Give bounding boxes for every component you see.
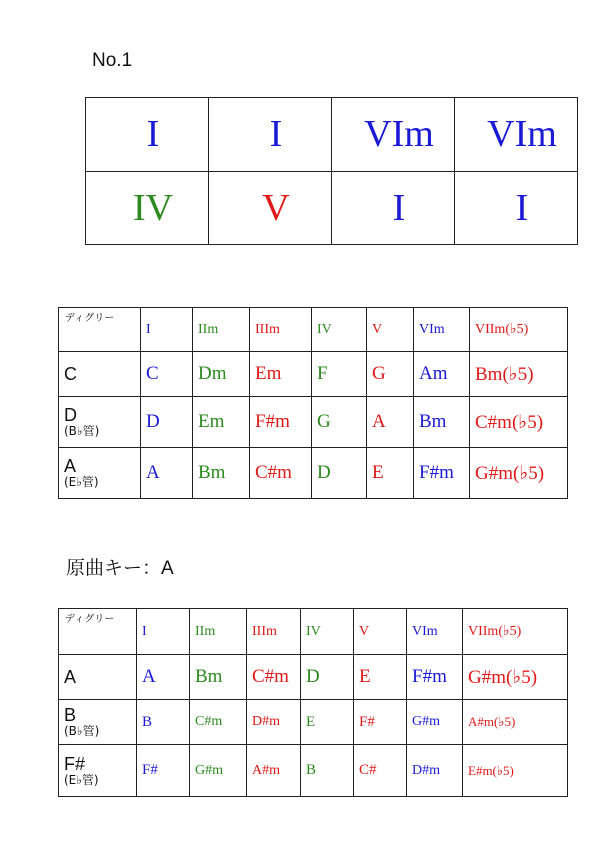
progression-cell: VIm bbox=[332, 98, 455, 172]
chord-cell: A bbox=[137, 655, 190, 700]
chord-cell: G bbox=[312, 397, 367, 448]
chord-cell: A bbox=[141, 448, 193, 499]
chord-cell: F# bbox=[354, 700, 407, 745]
chord-cell: C#m bbox=[247, 655, 301, 700]
key-name: F# bbox=[64, 753, 86, 774]
chord-cell: G#m(♭5) bbox=[470, 448, 568, 499]
degree-header: ディグリー bbox=[59, 308, 141, 352]
chord-table-key-c bbox=[58, 307, 568, 499]
progression-cell: I bbox=[455, 171, 578, 245]
chord-cell: A#m bbox=[247, 745, 301, 797]
chord-cell: G#m(♭5) bbox=[463, 655, 568, 700]
chord-cell: G#m bbox=[190, 745, 247, 797]
table-row bbox=[59, 397, 568, 448]
chord-cell: Dm bbox=[193, 352, 250, 397]
chord-cell: F bbox=[312, 352, 367, 397]
progression-cell: VIm bbox=[455, 98, 578, 172]
key-name: A bbox=[64, 666, 77, 687]
chord-cell: Bm bbox=[190, 655, 247, 700]
table-header-row bbox=[59, 609, 568, 655]
original-key-label: 原曲キー：A bbox=[66, 558, 174, 579]
key-name: C bbox=[64, 363, 77, 384]
chord-cell: Bm bbox=[193, 448, 250, 499]
chord-cell: D#m bbox=[407, 745, 463, 797]
progression-cell: I bbox=[86, 98, 209, 172]
table-row bbox=[59, 352, 568, 397]
key-cell bbox=[59, 655, 137, 700]
table-header-row bbox=[59, 308, 568, 352]
degree-header: I bbox=[137, 609, 190, 655]
chord-cell: D bbox=[301, 655, 354, 700]
chord-table-key-a bbox=[58, 608, 568, 797]
progression-cell: IV bbox=[86, 171, 209, 245]
chord-cell: D bbox=[312, 448, 367, 499]
chord-cell: E bbox=[354, 655, 407, 700]
progression-cell: I bbox=[209, 98, 332, 172]
chord-cell: E#m(♭5) bbox=[463, 745, 568, 797]
degree-header: V bbox=[354, 609, 407, 655]
degree-header: VIIm(♭5) bbox=[470, 308, 568, 352]
chord-cell: D#m bbox=[247, 700, 301, 745]
chord-cell: D bbox=[141, 397, 193, 448]
degree-header: IV bbox=[312, 308, 367, 352]
chord-cell: F# bbox=[137, 745, 190, 797]
chord-cell: Em bbox=[250, 352, 312, 397]
chord-cell: A bbox=[367, 397, 414, 448]
chord-cell: G bbox=[367, 352, 414, 397]
degree-header: IIIm bbox=[247, 609, 301, 655]
chord-cell: C#m bbox=[250, 448, 312, 499]
chord-cell: F#m bbox=[250, 397, 312, 448]
table-row bbox=[59, 448, 568, 499]
chord-cell: C# bbox=[354, 745, 407, 797]
chord-cell: Bm bbox=[414, 397, 470, 448]
chord-cell: E bbox=[367, 448, 414, 499]
chord-cell: F#m bbox=[407, 655, 463, 700]
degree-header: V bbox=[367, 308, 414, 352]
degree-header: VIm bbox=[414, 308, 470, 352]
degree-header: IIm bbox=[193, 308, 250, 352]
chord-progression-grid bbox=[85, 97, 578, 245]
instrument-note: (E♭管) bbox=[64, 772, 99, 787]
key-cell bbox=[59, 745, 137, 797]
key-cell bbox=[59, 397, 141, 448]
progression-cell: V bbox=[209, 171, 332, 245]
key-cell bbox=[59, 352, 141, 397]
degree-header: I bbox=[141, 308, 193, 352]
degree-header: ディグリー bbox=[59, 609, 137, 655]
progression-row-2 bbox=[86, 171, 578, 245]
key-cell bbox=[59, 448, 141, 499]
chord-cell: C#m(♭5) bbox=[470, 397, 568, 448]
instrument-note: (E♭管) bbox=[64, 475, 99, 490]
key-name: D bbox=[64, 405, 77, 426]
degree-header: IV bbox=[301, 609, 354, 655]
page-title: No.1 bbox=[92, 50, 133, 71]
table-row bbox=[59, 745, 568, 797]
progression-cell: I bbox=[332, 171, 455, 245]
degree-header: IIIm bbox=[250, 308, 312, 352]
degree-header: IIm bbox=[190, 609, 247, 655]
instrument-note: (B♭管) bbox=[64, 424, 100, 439]
chord-cell: B bbox=[301, 745, 354, 797]
chord-cell: Bm(♭5) bbox=[470, 352, 568, 397]
chord-cell: Am bbox=[414, 352, 470, 397]
instrument-note: (B♭管) bbox=[64, 724, 100, 739]
chord-cell: Em bbox=[193, 397, 250, 448]
chord-cell: E bbox=[301, 700, 354, 745]
degree-header: VIIm(♭5) bbox=[463, 609, 568, 655]
table-row bbox=[59, 655, 568, 700]
table-row bbox=[59, 700, 568, 745]
chord-cell: G#m bbox=[407, 700, 463, 745]
key-cell bbox=[59, 700, 137, 745]
chord-cell: F#m bbox=[414, 448, 470, 499]
chord-cell: C#m bbox=[190, 700, 247, 745]
progression-row-1 bbox=[86, 98, 578, 172]
chord-cell: B bbox=[137, 700, 190, 745]
key-name: B bbox=[64, 705, 77, 726]
chord-cell: C bbox=[141, 352, 193, 397]
key-name: A bbox=[64, 456, 77, 477]
degree-header: VIm bbox=[407, 609, 463, 655]
chord-cell: A#m(♭5) bbox=[463, 700, 568, 745]
